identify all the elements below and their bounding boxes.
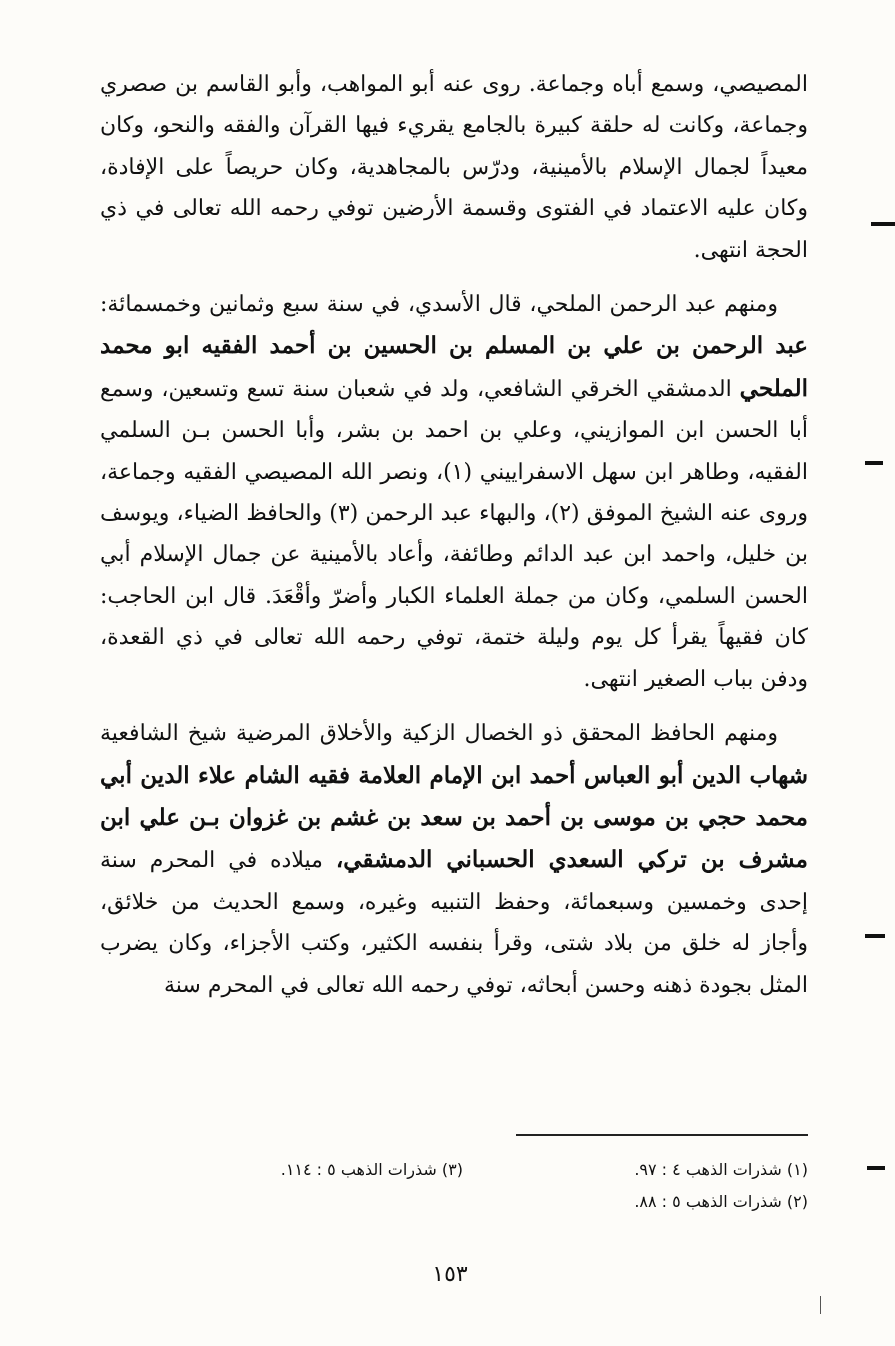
paragraph-2-intro: ومنهم عبد الرحمن الملحي، قال الأسدي، في سنة سبع وثمانين وخمسمائة:: [100, 292, 778, 318]
margin-mark: [871, 222, 895, 226]
scan-speck: [820, 1296, 821, 1314]
margin-mark: [867, 1166, 885, 1170]
paragraph-3-rest: ميلاده في المحرم سنة إحدى وخمسين وسبعمائة، وحفظ التنبيه وغيره، وسمع الحديث من خلائق، وأجاز له خلق من بلاد شتى، وقرأ بنفسه الكثير، وكتب الأجزاء، وكان يضرب المثل بجودة ذهنه وحسن أبحاثه، توفي رحمه الله تعالى في المحرم سنة: [100, 848, 808, 998]
page-body: [100, 64, 808, 1019]
paragraph-2-name: عبد الرحمن بن علي بن المسلم بن الحسين بن أحمد الفقيه ابو محمد الملحي: [100, 332, 808, 402]
margin-mark: [865, 461, 883, 465]
footnote-1: (١) شذرات الذهب ٤ : ٩٧.: [634, 1160, 808, 1179]
page-number: ١٥٣: [432, 1262, 468, 1287]
paragraph-2-rest: الدمشقي الخرقي الشافعي، ولد في شعبان سنة تسع وتسعين، وسمع أبا الحسن ابن الموازيني، وعلي بن احمد بن بشر، وأبا الحسن بـن السلمي الفقيه، وطاهر ابن سهل الاسفراييني (١)، ونصر الله المصيصي الفقيه وجماعة، وروى عنه الشيخ الموفق (٢)، والبهاء عبد الرحمن (٣) والحافظ الضياء، ويوسف بن خليل، واحمد ابن عبد الدائم وطائفة، وأعاد بالأمينية عن جمال الإسلام أبي الحسن السلمي، وكان من جملة العلماء الكبار وأضرّ وأقْعَدَ. قال ابن الحاجب: كان فقيهاً يقرأ كل يوم وليلة ختمة، توفي رحمه الله تعالى في ذي القعدة، ودفن بباب الصغير انتهى.: [100, 376, 808, 692]
paragraph-2: [100, 284, 808, 700]
footnotes-left-column: [163, 1154, 463, 1186]
paragraph-1: المصيصي، وسمع أباه وجماعة. روى عنه أبو المواهب، وأبو القاسم بن صصري وجماعة، وكانت له حلقة كبيرة بالجامع يقريء فيها القرآن والفقه والنحو، وكان معيداً لجمال الإسلام بالأمينية، ودرّس بالمجاهدية، وكان حريصاً على الإفادة، وكان عليه الاعتماد في الفتوى وقسمة الأرضين توفي رحمه الله تعالى في ذي الحجة انتهى.: [100, 72, 808, 263]
footnote-3: (٣) شذرات الذهب ٥ : ١١٤.: [280, 1160, 463, 1179]
paragraph-3: [100, 713, 808, 1006]
margin-mark: [865, 934, 885, 938]
footnote-2: (٢) شذرات الذهب ٥ : ٨٨.: [634, 1192, 808, 1211]
footnotes-right-column: [488, 1154, 808, 1218]
footnote-divider: [516, 1134, 808, 1136]
paragraph-3-intro: ومنهم الحافظ المحقق ذو الخصال الزكية والأخلاق المرضية شيخ الشافعية: [100, 721, 778, 747]
paragraph-3-name: شهاب الدين أبو العباس أحمد ابن الإمام العلامة فقيه الشام علاء الدين أبي محمد حجي بن موسى بن أحمد بن سعد بن غشم بن غزوان بـن علي ابن مشرف بن تركي السعدي الحسباني الدمشقي،: [100, 761, 808, 874]
